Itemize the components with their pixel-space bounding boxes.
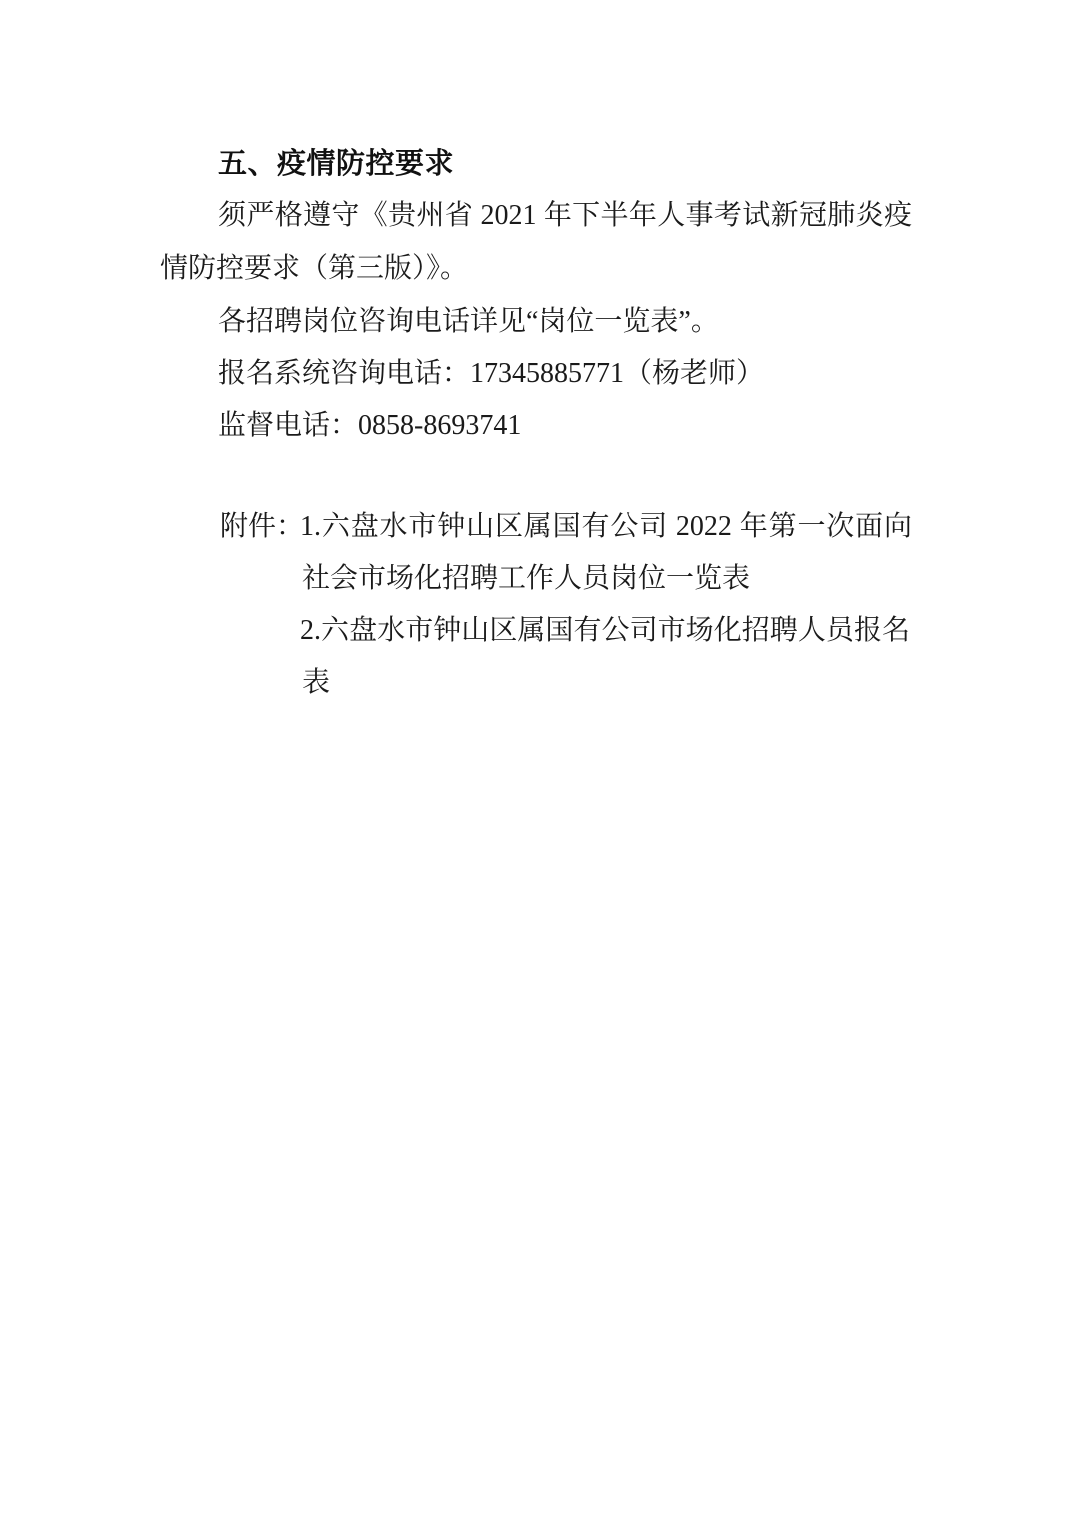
paragraph-epidemic-line1: 须严格遵守《贵州省 2021 年下半年人事考试新冠肺炎疫 xyxy=(218,200,912,231)
attachment-item-2-line-1: 2.六盘水市钟山区属国有公司市场化招聘人员报名 xyxy=(300,615,910,646)
paragraph-position-phone: 各招聘岗位咨询电话详见“岗位一览表”。 xyxy=(218,306,719,337)
attachment-item-1-line-2: 社会市场化招聘工作人员岗位一览表 xyxy=(302,563,751,594)
paragraph-supervision-phone: 监督电话：0858-8693741 xyxy=(218,410,522,441)
attachments-label: 附件： xyxy=(220,511,305,542)
paragraph-registration-phone: 报名系统咨询电话：17345885771（杨老师） xyxy=(218,358,765,389)
attachment-item-2-line-2: 表 xyxy=(302,667,331,698)
paragraph-epidemic-line2: 情防控要求（第三版）》。 xyxy=(160,253,469,284)
section-heading: 五、疫情防控要求 xyxy=(218,146,455,180)
attachment-item-1-line-1: 1.六盘水市钟山区属国有公司 2022 年第一次面向 xyxy=(300,511,912,542)
